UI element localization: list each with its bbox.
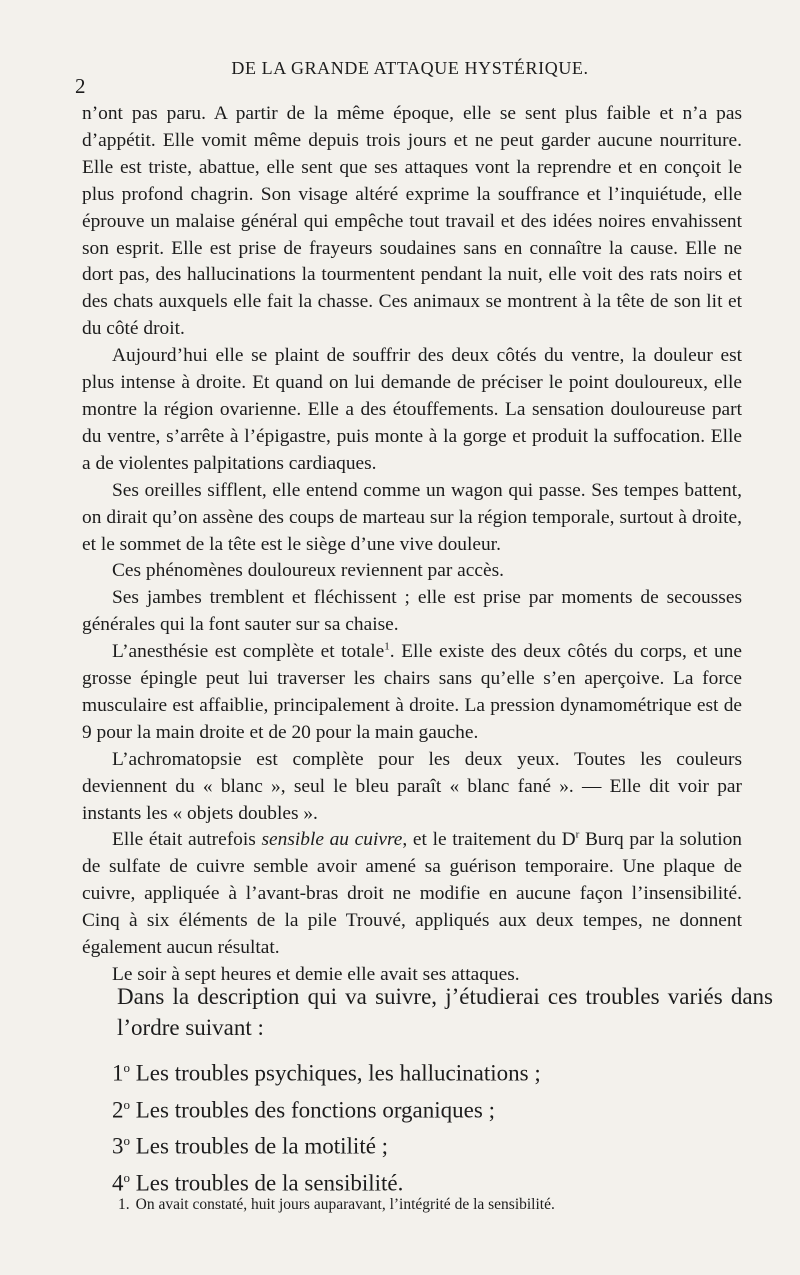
list-item: 3$^o$ Les troubles de la motilité ; xyxy=(112,1133,389,1159)
page-number: 2 xyxy=(75,74,86,98)
paragraph-5: Ses jambes tremblent et fléchissent ; elle est prise par moments de secousses générales qui la font sauter sur sa chaise. xyxy=(82,587,742,636)
intro-text: Dans la description qui va suivre, j’étudierai ces troubles variés dans l’ordre suivant : xyxy=(117,984,773,1040)
list-intro xyxy=(117,981,773,1043)
list-item: 1$^o$ Les troubles psychiques, les hallucinations ; xyxy=(112,1060,541,1086)
paragraph-6: L’anesthésie est complète et totale$^1$. Elle existe des deux côtés du corps, et une grosse épingle peut lui traverser les chairs sans qu’elle s’en aperçoive. La force musculaire est affaiblie, principalement à droite. La pression dynamométrique est de 9 pour la main droite et de 20 pour la main gauche. xyxy=(82,640,742,743)
footnote xyxy=(118,1195,738,1215)
paragraph-3: Ses oreilles sifflent, elle entend comme un wagon qui passe. Ses tempes battent, on dirait qu’on assène des coups de marteau sur la région temporale, surtout à droite, et le sommet de la tête est le siège d’une vive douleur. xyxy=(82,479,742,555)
footnote-number: 1. xyxy=(118,1196,130,1213)
paragraph-8: Elle était autrefois sensible au cuivre, et le traitement du $D^r$ Burq par la solution de sulfate de cuivre semble avoir amené sa guérison temporaire. Une plaque de cuivre, appliquée à l’avant-bras droit ne modifie en aucune façon l’insensibilité. Cinq à six éléments de la pile Trouvé, appliqués aux deux tempes, ne donnent également aucun résultat. xyxy=(82,829,742,959)
list-item: 2$^o$ Les troubles des fonctions organiques ; xyxy=(112,1096,495,1123)
troubles-list xyxy=(112,1052,672,1199)
footnote-text: On avait constaté, huit jours auparavant, l’intégrité de la sensibilité. xyxy=(135,1196,555,1213)
paragraph-2: Aujourd’hui elle se plaint de souffrir des deux côtés du ventre, la douleur est plus intense à droite. Et quand on lui demande de préciser le point douloureux, elle montre la région ovarienne. Elle a des étouffements. La sensation douloureuse part du ventre, s’arrête à l’épigastre, puis monte à la gorge et produit la suffocation. Elle a de violentes palpitations cardiaques. xyxy=(82,345,742,474)
paragraph-4: Ces phénomènes douloureux reviennent par accès. xyxy=(112,560,504,582)
emphasis-text: sensible au cuivre xyxy=(261,829,403,851)
paragraph-9: Le soir à sept heures et demie elle avait ses attaques. xyxy=(112,964,520,985)
footnote-reference[interactable]: 1 xyxy=(384,640,390,653)
body-text xyxy=(82,101,742,989)
running-title: DE LA GRANDE ATTAQUE HYSTÉRIQUE. xyxy=(231,58,589,78)
paragraph-7: L’achromatopsie est complète pour les deux yeux. Toutes les couleurs deviennent du « blanc », seul le bleu paraît « blanc fané ». — Elle dit voir par instants les « objets doubles ». xyxy=(82,748,742,824)
page-header xyxy=(75,58,745,98)
list-item: 4$^o$ Les troubles de la sensibilité. xyxy=(112,1169,404,1196)
paragraph-1: n’ont pas paru. A partir de la même époque, elle se sent plus faible et n’a pas d’appétit. Elle vomit même depuis trois jours et ne peut garder aucune nourriture. Elle est triste, abattue, elle sent que ses attaques vont la reprendre et en conçoit le plus profond chagrin. Son visage altéré exprime la souffrance et l’inquiétude, elle éprouve un malaise général qui empêche tout travail et des idées noires envahissent son esprit. Elle est prise de frayeurs soudaines sans en connaître la cause. Elle ne dort pas, des hallucinations la tourmentent pendant la nuit, elle voit des rats noirs et des chats auxquels elle fait la chasse. Ces animaux se montrent à la tête de son lit et du côté droit. xyxy=(82,103,742,340)
